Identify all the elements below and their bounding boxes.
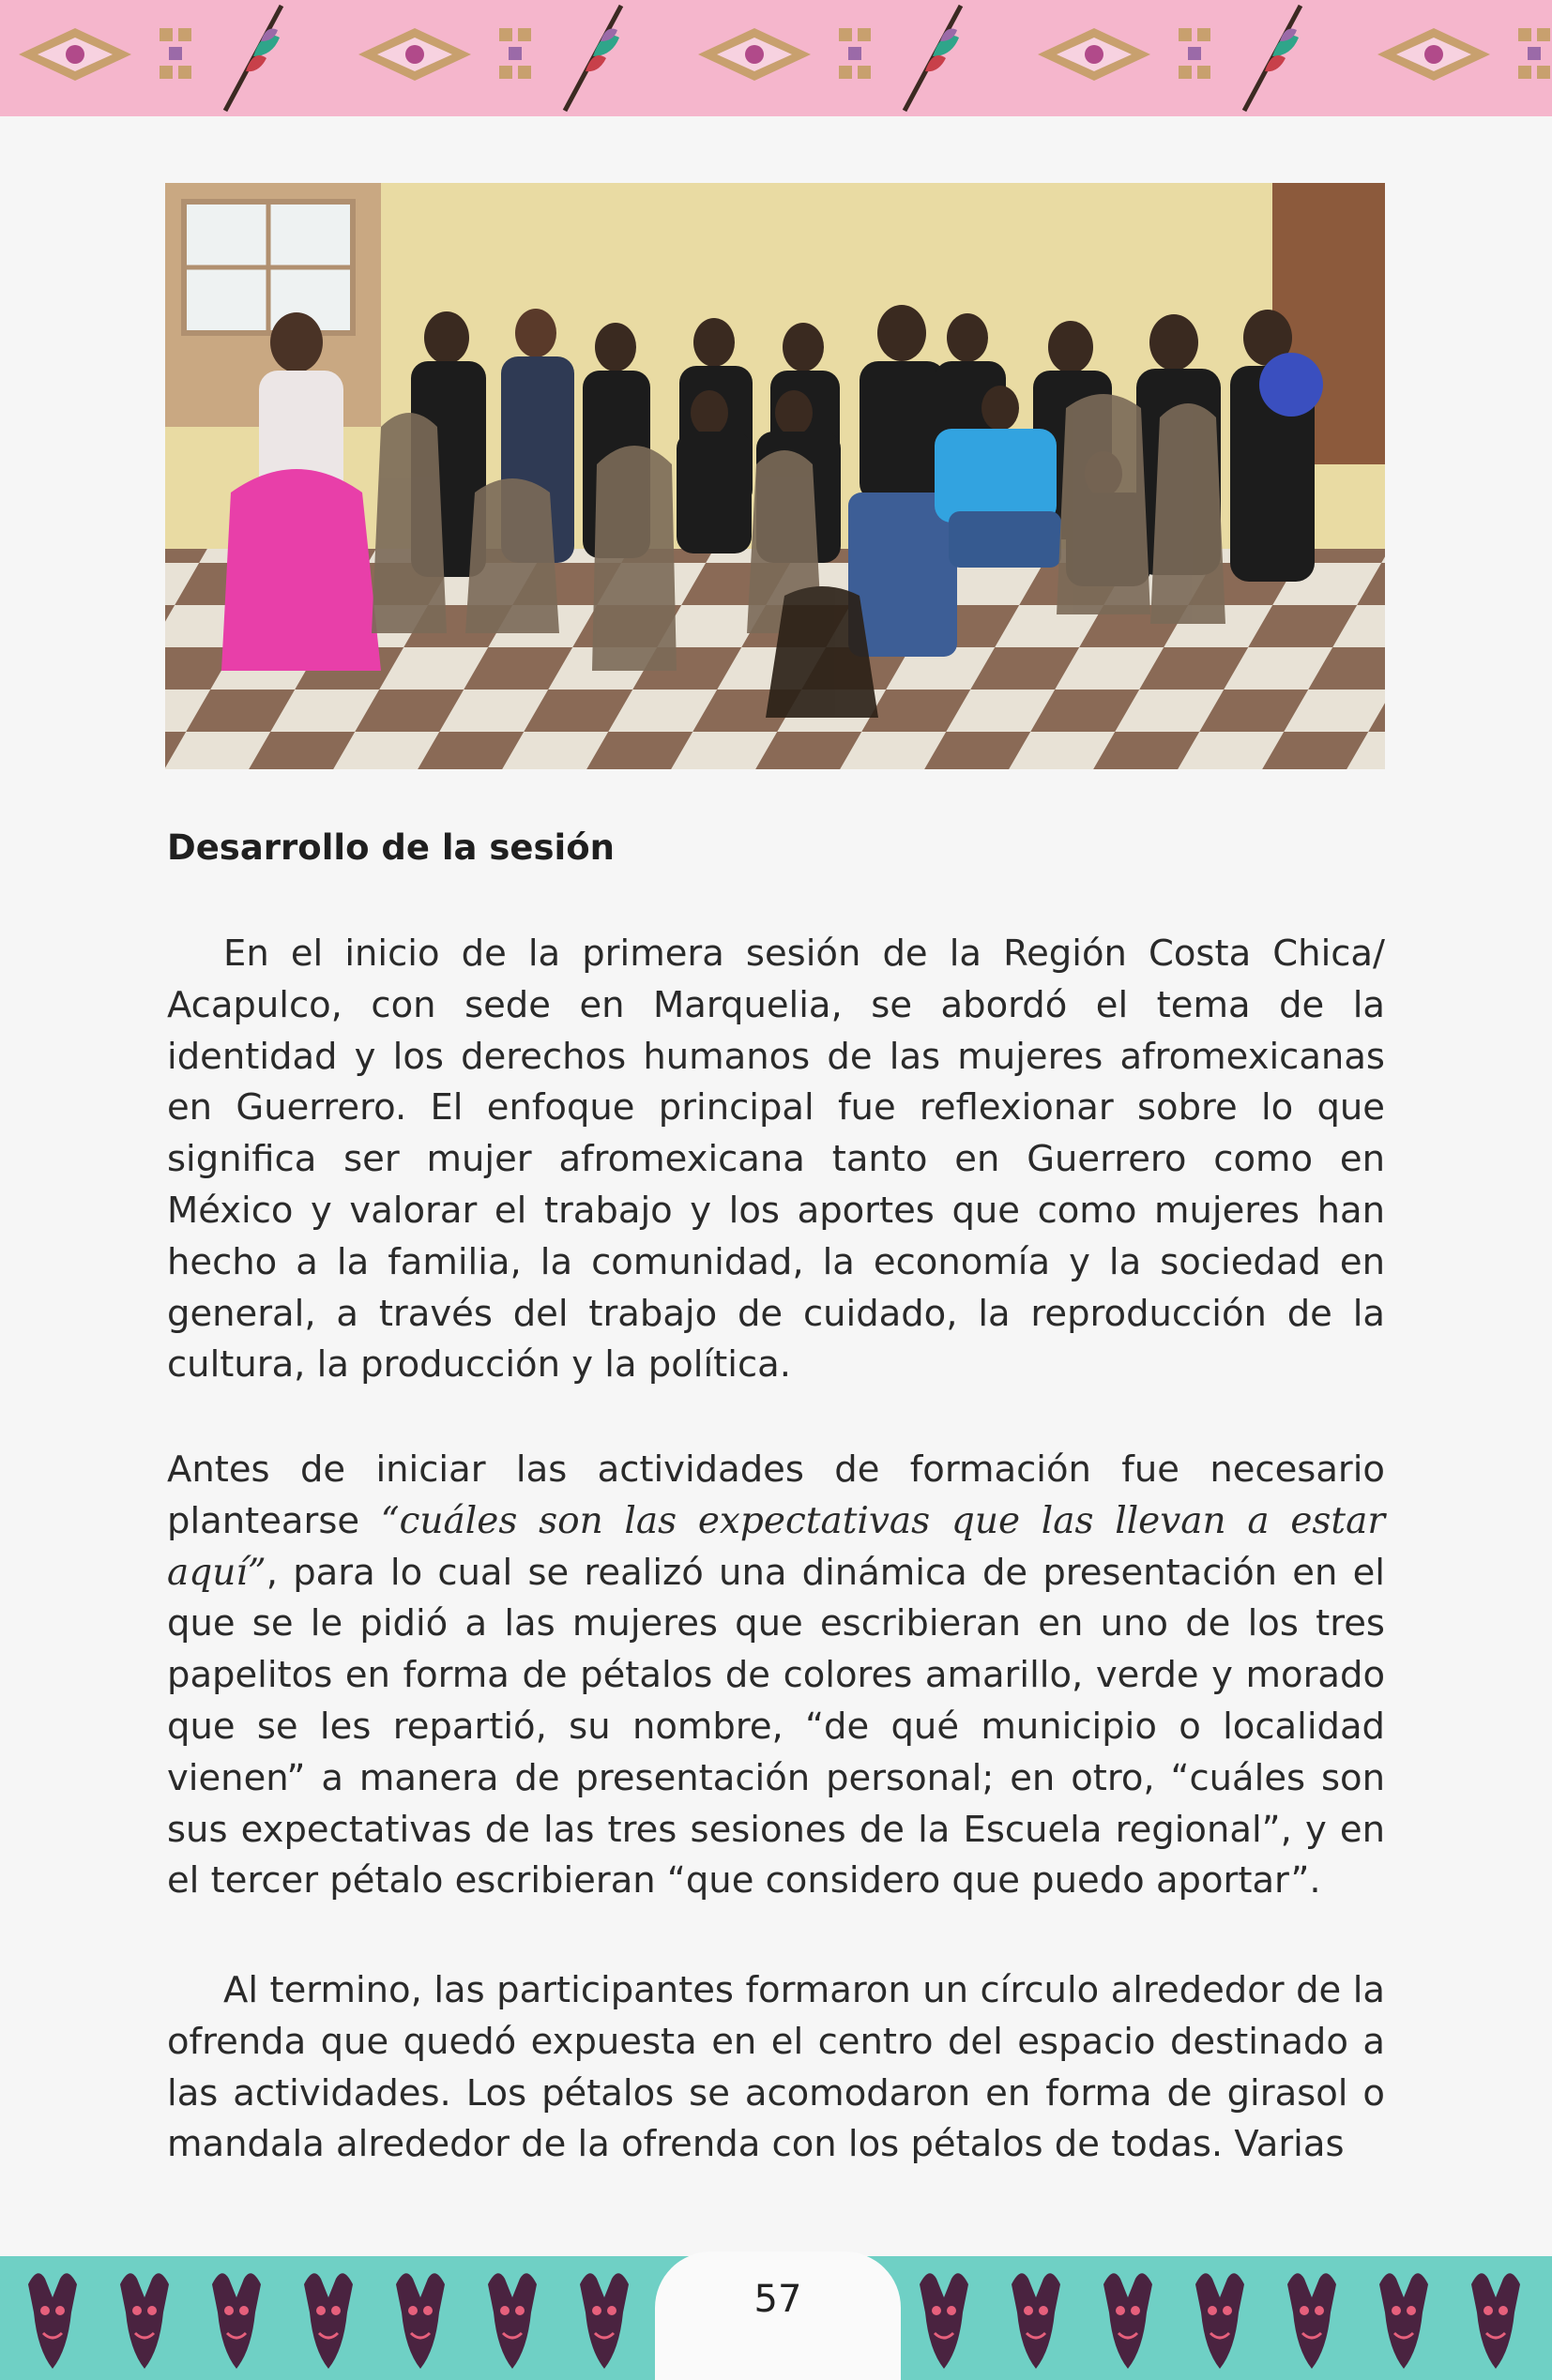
paragraph-rest: , para lo cual se realizó una dinámica de presentación en el que se le pidió a las mujeres que escribieran en uno de los tres papelitos en forma de pétalos de colores amarillo, verde y morado que se les repartió, su nombre, “de qué municipio o localidad vienen” a manera de presentación personal; en otro, “cuáles son sus expectativas de las tres sesiones de la Escuela regional”, y en el tercer pétalo escribieran “que considero que puedo aportar”. — [167, 1551, 1385, 1902]
feather-arrow-icon — [1244, 6, 1301, 111]
devil-mask-icon — [1379, 2273, 1428, 2369]
woven-diamond-icon — [19, 28, 131, 81]
stepped-figure-icon — [1179, 28, 1210, 79]
woven-diamond-icon — [1377, 28, 1490, 81]
feather-arrow-icon — [565, 6, 621, 111]
group-photo-illustration — [165, 183, 1385, 769]
stepped-figure-icon — [839, 28, 871, 79]
woven-diamond-icon — [1038, 28, 1150, 81]
devil-mask-icon — [580, 2273, 629, 2369]
feather-arrow-icon — [905, 6, 961, 111]
devil-mask-icon — [920, 2273, 968, 2369]
devil-mask-icon — [1195, 2273, 1244, 2369]
woven-diamond-icon — [358, 28, 471, 81]
paragraph-closing: Al termino, las participantes formaron un círculo alrededor de la ofrenda que quedó expuesta en el centro del espacio destinado a las actividades. Los pétalos se acomodaron en forma de girasol o mandala alrededor de la ofrenda con los pétalos de todas. Varias — [167, 1969, 1385, 2166]
section-heading: Desarrollo de la sesión — [167, 827, 615, 868]
paragraph-lead: Antes de iniciar las actividades de formación fue necesario plantearse — [167, 1448, 1385, 1542]
stepped-figure-icon — [160, 28, 191, 79]
stepped-figure-icon — [1518, 28, 1550, 79]
stepped-figure-icon — [499, 28, 531, 79]
devil-mask-icon — [120, 2273, 169, 2369]
devil-mask-icon — [488, 2273, 537, 2369]
paragraph-expectations — [167, 1445, 1385, 1907]
feather-arrow-icon — [225, 6, 281, 111]
devil-mask-icon — [1471, 2273, 1520, 2369]
woven-diamond-pattern-icon — [0, 0, 1552, 116]
italic-quote: “cuáles son las expectativas que las llevan a estar aquí” — [167, 1499, 1385, 1594]
devil-mask-icon — [212, 2273, 261, 2369]
devil-mask-icon — [28, 2273, 77, 2369]
devil-mask-icon — [1103, 2273, 1152, 2369]
paragraph-intro: En el inicio de la primera sesión de la Región Costa Chica/ Acapulco, con sede en Marquelia, se abordó el tema de la identidad y los derechos humanos de las mujeres afromexicanas en Guerrero. El enfoque principal fue reflexionar sobre lo que significa ser mujer afromexicana tanto en Guerrero como en México y valorar el trabajo y los aportes que como mujeres han hecho a la familia, la comunidad, la economía y la sociedad en general, a través del trabajo de cuidado, la reproducción de la cultura, la producción y la política. — [167, 932, 1385, 1387]
devil-mask-icon — [1287, 2273, 1336, 2369]
devil-mask-icon — [304, 2273, 353, 2369]
devil-mask-icon — [1012, 2273, 1060, 2369]
page-number: 57 — [753, 2278, 802, 2321]
devil-mask-icon — [396, 2273, 445, 2369]
woven-diamond-icon — [698, 28, 811, 81]
top-decorative-border — [0, 0, 1552, 116]
group-photo — [165, 183, 1385, 769]
